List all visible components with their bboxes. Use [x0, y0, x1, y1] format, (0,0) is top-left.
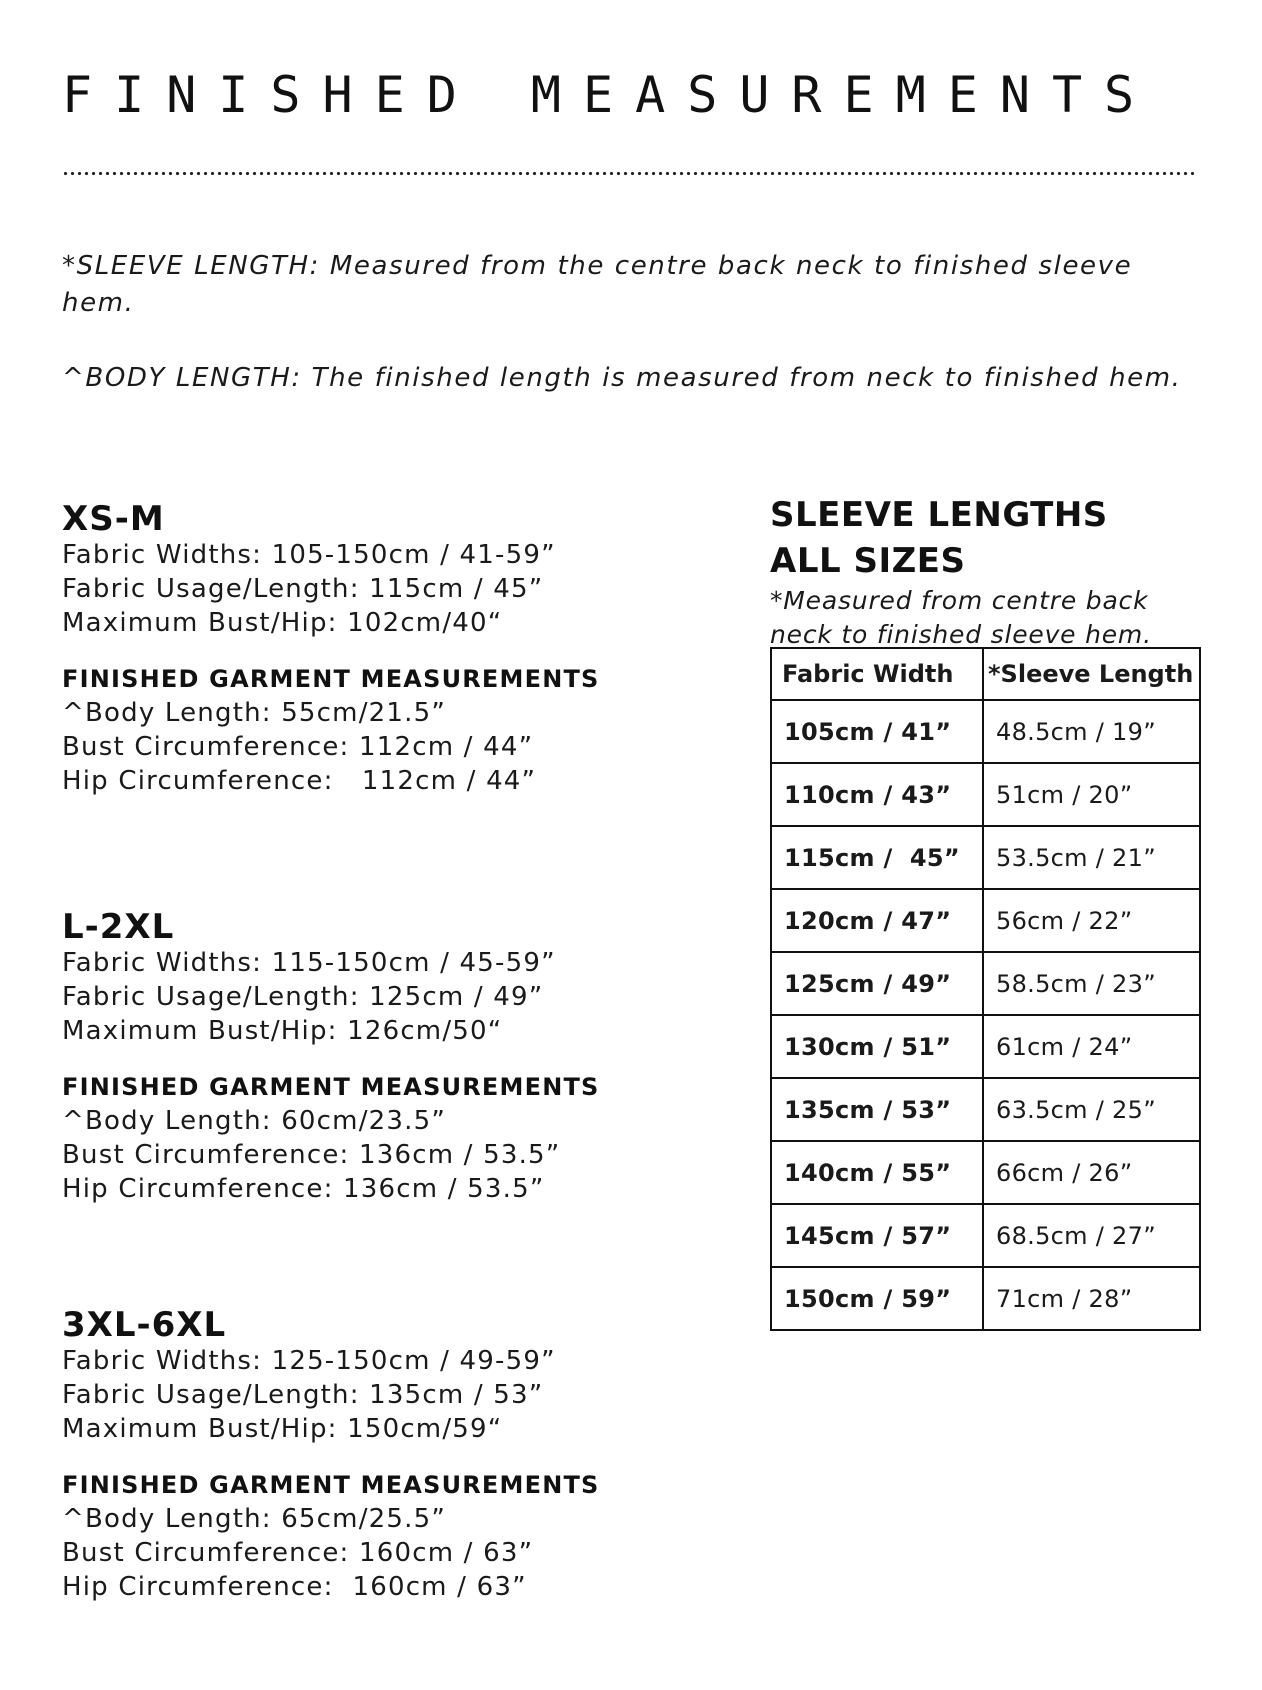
- fabric-width-cell: 110cm / 43”: [771, 763, 983, 826]
- fabric-usage: Fabric Usage/Length: 115cm / 45”: [62, 574, 544, 604]
- sleeve-note-line: *Measured from centre back: [770, 586, 1149, 615]
- fabric-usage: Fabric Usage/Length: 125cm / 49”: [62, 982, 544, 1012]
- fabric-width-cell: 105cm / 41”: [771, 700, 983, 763]
- column-header-sleeve-length: *Sleeve Length: [983, 648, 1200, 700]
- fabric-widths: Fabric Widths: 105-150cm / 41-59”: [62, 540, 556, 570]
- dotted-divider: [62, 171, 1198, 176]
- fabric-width-cell: 140cm / 55”: [771, 1141, 983, 1204]
- table-row: [771, 1015, 1200, 1078]
- sleeve-length-cell: 68.5cm / 27”: [983, 1204, 1200, 1267]
- finished-garment-heading: FINISHED GARMENT MEASUREMENTS: [62, 1073, 600, 1101]
- size-heading: XS-M: [62, 499, 165, 539]
- sleeve-length-cell: 53.5cm / 21”: [983, 826, 1200, 889]
- fabric-width-cell: 130cm / 51”: [771, 1015, 983, 1078]
- fabric-width-cell: 125cm / 49”: [771, 952, 983, 1015]
- size-block-l-2xl: [62, 908, 722, 1206]
- sleeve-length-note: *SLEEVE LENGTH: Measured from the centre back neck to finished sleeve hem.: [62, 251, 1133, 318]
- body-length: ^Body Length: 60cm/23.5”: [62, 1106, 447, 1136]
- table-row: [771, 1078, 1200, 1141]
- table-row: [771, 700, 1200, 763]
- table-row: [771, 1267, 1200, 1330]
- size-heading: L-2XL: [62, 907, 175, 947]
- sleeve-length-cell: 63.5cm / 25”: [983, 1078, 1200, 1141]
- size-block-xs-m: [62, 500, 722, 798]
- sleeve-length-cell: 51cm / 20”: [983, 763, 1200, 826]
- hip-circumference: Hip Circumference: 160cm / 63”: [62, 1572, 527, 1602]
- page-title: FINISHED MEASUREMENTS: [62, 66, 1157, 124]
- max-bust-hip: Maximum Bust/Hip: 102cm/40“: [62, 608, 503, 638]
- table-header-row: [771, 648, 1200, 700]
- body-length: ^Body Length: 55cm/21.5”: [62, 698, 447, 728]
- sleeve-length-cell: 71cm / 28”: [983, 1267, 1200, 1330]
- table-row: [771, 763, 1200, 826]
- sleeve-lengths-heading: SLEEVE LENGTHS: [770, 495, 1108, 535]
- sleeve-lengths-section: [770, 492, 1210, 652]
- fabric-usage: Fabric Usage/Length: 135cm / 53”: [62, 1380, 544, 1410]
- max-bust-hip: Maximum Bust/Hip: 126cm/50“: [62, 1016, 503, 1046]
- finished-garment-heading: FINISHED GARMENT MEASUREMENTS: [62, 1471, 600, 1499]
- fabric-width-cell: 145cm / 57”: [771, 1204, 983, 1267]
- sleeve-length-cell: 58.5cm / 23”: [983, 952, 1200, 1015]
- max-bust-hip: Maximum Bust/Hip: 150cm/59“: [62, 1414, 503, 1444]
- fabric-width-cell: 120cm / 47”: [771, 889, 983, 952]
- finished-garment-heading: FINISHED GARMENT MEASUREMENTS: [62, 665, 600, 693]
- table-row: [771, 952, 1200, 1015]
- fabric-width-cell: 135cm / 53”: [771, 1078, 983, 1141]
- sleeve-length-cell: 56cm / 22”: [983, 889, 1200, 952]
- size-block-3xl-6xl: [62, 1306, 722, 1604]
- table-row: [771, 826, 1200, 889]
- body-length-note: ^BODY LENGTH: The finished length is measured from neck to finished hem.: [62, 363, 1182, 393]
- body-length: ^Body Length: 65cm/25.5”: [62, 1504, 447, 1534]
- size-heading: 3XL-6XL: [62, 1305, 227, 1345]
- bust-circumference: Bust Circumference: 112cm / 44”: [62, 732, 534, 762]
- column-header-fabric-width: Fabric Width: [771, 648, 983, 700]
- all-sizes-heading: ALL SIZES: [770, 541, 966, 581]
- fabric-width-cell: 115cm / 45”: [771, 826, 983, 889]
- fabric-width-cell: 150cm / 59”: [771, 1267, 983, 1330]
- fabric-widths: Fabric Widths: 125-150cm / 49-59”: [62, 1346, 556, 1376]
- bust-circumference: Bust Circumference: 136cm / 53.5”: [62, 1140, 561, 1170]
- sleeve-length-cell: 48.5cm / 19”: [983, 700, 1200, 763]
- sleeve-length-table: [770, 647, 1201, 1331]
- table-row: [771, 1141, 1200, 1204]
- sleeve-length-cell: 61cm / 24”: [983, 1015, 1200, 1078]
- fabric-widths: Fabric Widths: 115-150cm / 45-59”: [62, 948, 556, 978]
- bust-circumference: Bust Circumference: 160cm / 63”: [62, 1538, 534, 1568]
- hip-circumference: Hip Circumference: 112cm / 44”: [62, 766, 537, 796]
- hip-circumference: Hip Circumference: 136cm / 53.5”: [62, 1174, 545, 1204]
- sleeve-length-cell: 66cm / 26”: [983, 1141, 1200, 1204]
- table-row: [771, 889, 1200, 952]
- sleeve-note-line: neck to finished sleeve hem.: [770, 620, 1152, 649]
- table-row: [771, 1204, 1200, 1267]
